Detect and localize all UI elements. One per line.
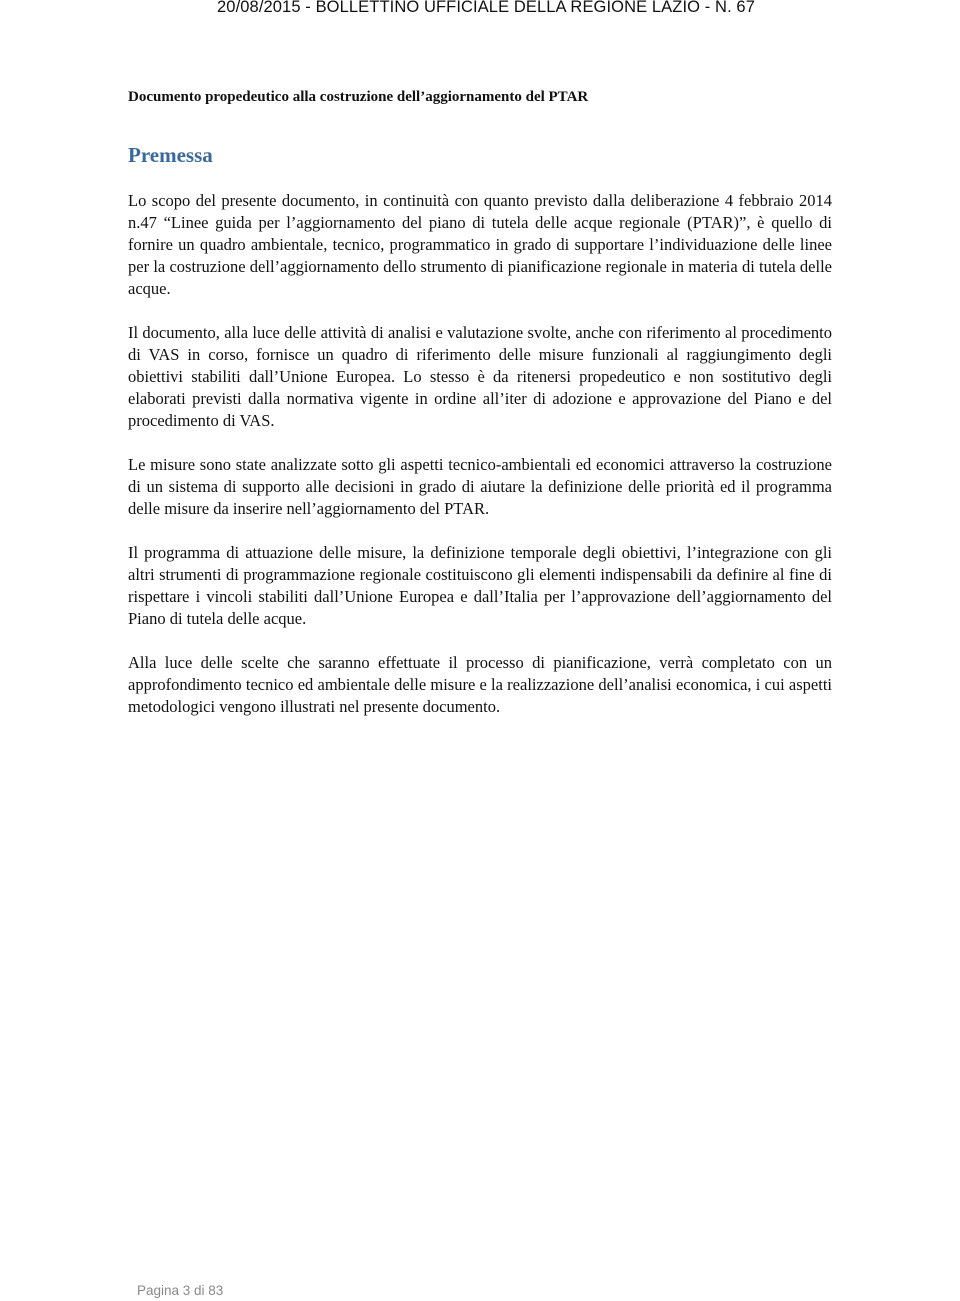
document-title: Documento propedeutico alla costruzione dell’aggiornamento del PTAR: [128, 89, 589, 105]
paragraph: Lo scopo del presente documento, in continuità con quanto previsto dalla deliberazione 4 febbraio 2014 n.47 “Linee guida per l’aggiornamento del piano di tutela delle acque regionale (PTAR)”, è quello di fornire un quadro ambientale, tecnico, programmatico in grado di supportare l’individuazione delle linee per la costruzione dell’aggiornamento dello strumento di pianificazione regionale in materia di tutela delle acque.: [128, 191, 832, 298]
paragraph: Le misure sono state analizzate sotto gli aspetti tecnico-ambientali ed economici attraverso la costruzione di un sistema di supporto alle decisioni in grado di aiutare la definizione delle priorità ed il programma delle misure da inserire nell’aggiornamento del PTAR.: [128, 455, 832, 518]
paragraph: Il programma di attuazione delle misure, la definizione temporale degli obiettivi, l’integrazione con gli altri strumenti di programmazione regionale costituiscono gli elementi indispensabili da definire al fine di rispettare i vincoli stabiliti dall’Unione Europea e dall’Italia per l’approvazione dell’aggiornamento del Piano di tutela delle acque.: [128, 543, 832, 628]
page-number: Pagina 3 di 83: [137, 1283, 224, 1298]
body-text: [128, 190, 832, 740]
paragraph: Il documento, alla luce delle attività di analisi e valutazione svolte, anche con riferimento al procedimento di VAS in corso, fornisce un quadro di riferimento delle misure funzionali al raggiungimento degli obiettivi stabiliti dall’Unione Europea. Lo stesso è da ritenersi propedeutico e non sostitutivo degli elaborati previsti dalla normativa vigente in ordine all’iter di adozione e approvazione del Piano e del procedimento di VAS.: [128, 323, 832, 430]
section-heading: Premessa: [128, 143, 213, 167]
bulletin-header: 20/08/2015 - BOLLETTINO UFFICIALE DELLA REGIONE LAZIO - N. 67: [217, 0, 755, 16]
paragraph: Alla luce delle scelte che saranno effettuate il processo di pianificazione, verrà completato con un approfondimento tecnico ed ambientale delle misure e la realizzazione dell’analisi economica, i cui aspetti metodologici vengono illustrati nel presente documento.: [128, 653, 832, 716]
